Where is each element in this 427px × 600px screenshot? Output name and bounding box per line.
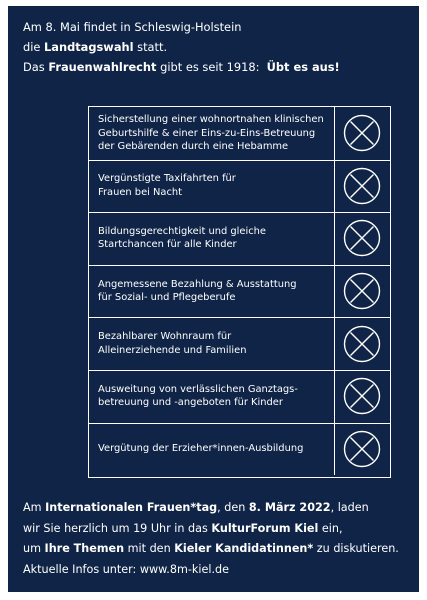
ballot-row-line: Bezahlbarer Wohnraum für <box>98 331 232 343</box>
intro-line-3 <box>23 57 413 77</box>
ballot-column-divider <box>334 212 335 265</box>
landtagswahl-highlight: Landtagswahl <box>44 40 134 54</box>
intro-line-2-post: statt. <box>133 40 168 54</box>
ballot-row-text <box>98 442 303 456</box>
ballot-row-line: Frauen bei Nacht <box>98 186 183 198</box>
intro-line-1-text: Am 8. Mai findet in Schleswig-Holstein <box>23 20 242 34</box>
ballot-row-line: Sicherstellung einer wohnortnahen klinischen <box>98 113 324 125</box>
candidates-highlight: Kieler Kandidatinnen* <box>174 542 314 555</box>
intro-line-3-pre: Das <box>23 60 49 74</box>
ballot-row-line: Startchancen für alle Kinder <box>98 239 237 251</box>
circled-x-icon <box>343 430 381 468</box>
flyer-page <box>8 6 419 592</box>
intro-text <box>23 17 413 77</box>
intro-line-3-mid: gibt es seit 1918: <box>156 60 267 74</box>
event-name: Internationalen Frauen*tag <box>45 501 218 514</box>
circled-x-icon <box>343 114 381 152</box>
circled-x-icon <box>343 325 381 363</box>
circled-x-icon <box>343 219 381 257</box>
ballot-row-line: betreuung und -angeboten für Kinder <box>98 397 283 409</box>
ballot-column-divider <box>334 317 335 370</box>
footer-line-1 <box>23 498 419 519</box>
ballot-column-divider <box>334 423 335 476</box>
ballot-row-label <box>98 370 326 423</box>
your-topics-highlight: Ihre Themen <box>44 542 125 555</box>
footer-line-2-c: ein, <box>318 521 343 535</box>
ballot-row-label <box>98 423 326 476</box>
ballot-row-line: Angemessene Bezahlung & Ausstattung <box>98 278 297 290</box>
footer-line-2 <box>23 519 419 540</box>
ballot-row-text <box>98 113 324 154</box>
footer-line-3-a: um <box>23 542 45 555</box>
frauenwahlrecht-highlight: Frauenwahlrecht <box>48 60 157 74</box>
ballot-column-divider <box>334 265 335 318</box>
footer-line-3-c: mit den <box>124 542 175 555</box>
ballot-row-text <box>98 383 298 410</box>
intro-line-1 <box>23 17 413 37</box>
footer-line-2-a: wir Sie herzlich um 19 Uhr in das <box>23 521 212 535</box>
ballot-row <box>89 160 390 214</box>
ballot-row <box>89 212 390 266</box>
ballot-row <box>89 423 390 476</box>
ballot-row-label <box>98 212 326 265</box>
ballot-row-label <box>98 265 326 318</box>
ballot-table <box>88 106 391 478</box>
ballot-row-text <box>98 225 266 252</box>
event-date: 8. März 2022 <box>248 501 331 514</box>
ballot-column-divider <box>334 370 335 423</box>
ballot-row-label <box>98 160 326 213</box>
ballot-row <box>89 370 390 424</box>
info-link-text: Aktuelle Infos unter: www.8m-kiel.de <box>23 562 230 576</box>
intro-line-2 <box>23 37 413 57</box>
footer-line-3 <box>23 539 419 560</box>
ballot-row-line: der Gebärenden durch eine Hebamme <box>98 141 289 153</box>
ballot-row-label <box>98 317 326 370</box>
ballot-row-line: Vergütung der Erzieher*innen-Ausbildung <box>98 443 304 455</box>
ballot-row <box>89 317 390 371</box>
ballot-row-label <box>98 107 326 160</box>
ballot-row <box>89 107 390 161</box>
ballot-column-divider <box>334 160 335 213</box>
ballot-column-divider <box>334 107 335 160</box>
ballot-row-line: Geburtshilfe & einer Eins-zu-Eins-Betreuung <box>98 127 316 139</box>
ballot-row-text <box>98 172 236 199</box>
ballot-row-line: Bildungsgerechtigkeit und gleiche <box>98 225 267 237</box>
circled-x-icon <box>343 377 381 415</box>
footer-line-4 <box>23 560 419 581</box>
call-to-action: Übt es aus! <box>266 60 340 74</box>
ballot-row-line: für Sozial- und Pflegeberufe <box>98 292 236 304</box>
footer-line-1-e: , laden <box>330 501 369 514</box>
ballot-row-text <box>98 330 246 357</box>
intro-line-2-pre: die <box>23 40 45 54</box>
circled-x-icon <box>343 272 381 310</box>
circled-x-icon <box>343 167 381 205</box>
footer-line-1-a: Am <box>23 501 46 514</box>
ballot-row-line: Vergünstigte Taxifahrten für <box>98 173 236 185</box>
ballot-row-line: Alleinerziehende und Familien <box>98 344 247 356</box>
ballot-row-text <box>98 278 297 305</box>
footer-text <box>23 498 419 580</box>
footer-line-1-c: , den <box>217 501 249 514</box>
event-venue: KulturForum Kiel <box>211 521 319 535</box>
ballot-row-line: Ausweitung von verlässlichen Ganztags- <box>98 383 298 395</box>
footer-line-3-e: zu diskutieren. <box>313 542 399 555</box>
ballot-row <box>89 265 390 319</box>
